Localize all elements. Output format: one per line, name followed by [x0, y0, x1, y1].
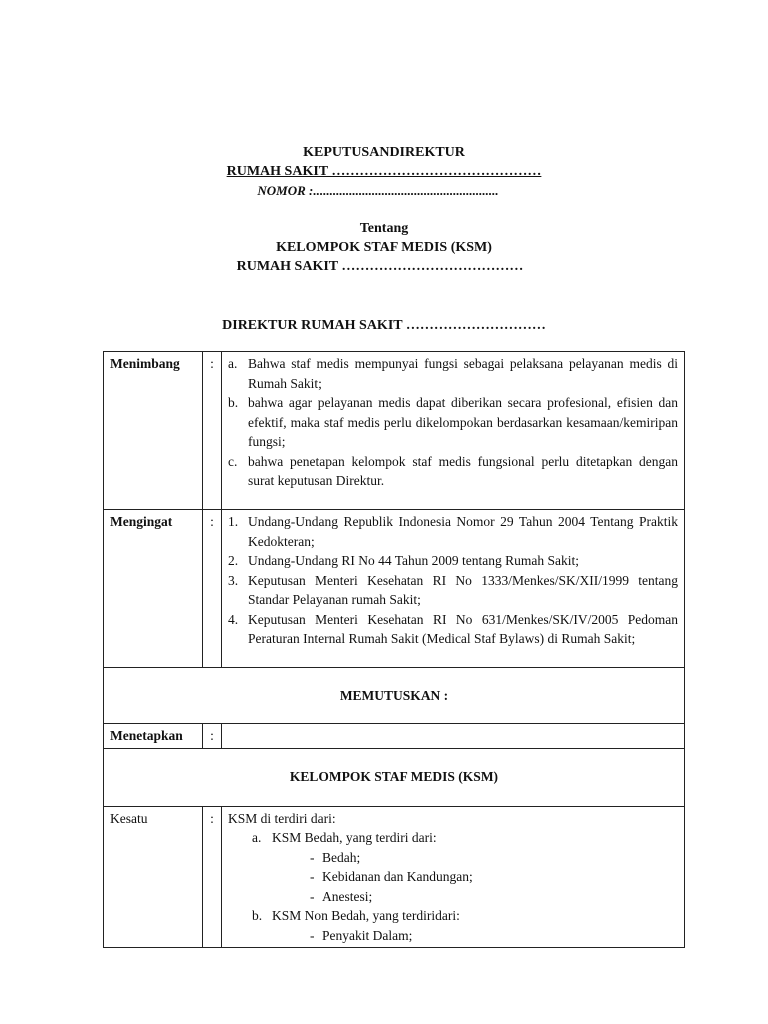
list-item — [228, 393, 678, 452]
item-text: Bahwa staf medis mempunyai fungsi sebagai pelaksana pelayanan medis di Rumah Sakit; — [248, 356, 678, 391]
list-item — [228, 354, 678, 393]
decree-subject-hospital: RUMAH SAKIT ………………………………… — [236, 259, 524, 274]
decree-number: NOMOR :......................................................... — [257, 183, 499, 198]
item-marker: 2. — [228, 553, 239, 568]
menetapkan-row — [104, 724, 685, 749]
item-marker: 3. — [228, 572, 239, 588]
decree-table — [103, 351, 685, 948]
item-marker: b. — [228, 395, 239, 410]
about-label: Tentang — [359, 221, 409, 236]
list-item — [228, 571, 678, 610]
colon: : — [203, 806, 222, 948]
list-item — [228, 452, 678, 491]
item-marker: a. — [228, 356, 238, 371]
dash-marker: - — [310, 927, 315, 943]
decree-subject: KELOMPOK STAF MEDIS (KSM) — [276, 240, 492, 255]
sub-list-item — [228, 887, 678, 907]
menimbang-row — [104, 352, 685, 510]
item-text: Penyakit Dalam; — [322, 927, 413, 943]
item-marker: 4. — [228, 611, 239, 627]
kesatu-intro: KSM di terdiri dari: — [228, 810, 336, 826]
item-marker: b. — [252, 908, 263, 923]
item-text: Undang-Undang Republik Indonesia Nomor 29 Tahun 2004 Tentang Praktik Kedokteran; — [248, 514, 678, 549]
item-text: bahwa agar pelayanan medis dapat diberikan secara profesional, efisien dan efektif, maka staf medis perlu dikelompokan berdasarkan kesamaan/kemiripan fungsi; — [248, 395, 678, 449]
menetapkan-label: Menetapkan — [104, 724, 203, 749]
item-text: Undang-Undang RI No 44 Tahun 2009 tentang Rumah Sakit; — [248, 553, 580, 568]
kesatu-label: Kesatu — [104, 806, 203, 948]
item-text: Bedah; — [322, 849, 361, 865]
list-item — [228, 610, 678, 649]
dash-marker: - — [310, 888, 315, 904]
item-text: bahwa penetapan kelompok staf medis fungsional perlu ditetapkan dengan surat keputusan Direktur. — [248, 453, 678, 488]
colon: : — [203, 724, 222, 749]
list-item — [228, 551, 678, 571]
item-text: Keputusan Menteri Kesehatan RI No 1333/Menkes/SK/XII/1999 tentang Standar Pelayanan rumah Sakit; — [248, 572, 678, 607]
director-line: DIREKTUR RUMAH SAKIT ………………………… — [222, 318, 546, 333]
sub-list-item — [228, 926, 678, 946]
menimbang-content — [222, 352, 685, 510]
ksm-heading-row — [104, 748, 685, 806]
mengingat-label: Mengingat — [104, 510, 203, 668]
item-text: Keputusan Menteri Kesehatan RI No 631/Menkes/SK/IV/2005 Pedoman Peraturan Internal Rumah Sakit (Medical Staf Bylaws) di Rumah Sakit; — [248, 611, 678, 646]
item-text: Kebidanan dan Kandungan; — [322, 869, 473, 884]
kesatu-content — [222, 806, 685, 948]
memutuskan-heading: MEMUTUSKAN : — [104, 668, 685, 724]
memutuskan-row — [104, 668, 685, 724]
item-marker: a. — [252, 830, 262, 845]
hospital-name-line — [0, 163, 768, 181]
mengingat-row — [104, 510, 685, 668]
hospital-name-text: RUMAH SAKIT ……………………………………… — [226, 164, 542, 179]
item-marker: 1. — [228, 514, 239, 529]
dash-marker: - — [310, 849, 315, 865]
menetapkan-content — [222, 724, 685, 749]
item-text: Anestesi; — [322, 888, 373, 904]
menimbang-label: Menimbang — [104, 352, 203, 510]
sub-list-item — [228, 867, 678, 887]
mengingat-content — [222, 510, 685, 668]
colon: : — [203, 352, 222, 510]
kesatu-row — [104, 806, 685, 948]
item-marker: c. — [228, 453, 238, 469]
item-text: KSM Bedah, yang terdiri dari: — [272, 830, 437, 845]
colon: : — [203, 510, 222, 668]
sub-list-item — [228, 848, 678, 868]
item-text: KSM Non Bedah, yang terdiridari: — [272, 908, 460, 923]
ksm-heading: KELOMPOK STAF MEDIS (KSM) — [104, 748, 685, 806]
dash-marker: - — [310, 869, 315, 884]
list-item — [228, 512, 678, 551]
list-item — [228, 906, 678, 926]
list-item — [228, 828, 678, 848]
document-title: KEPUTUSANDIREKTUR — [303, 145, 465, 160]
